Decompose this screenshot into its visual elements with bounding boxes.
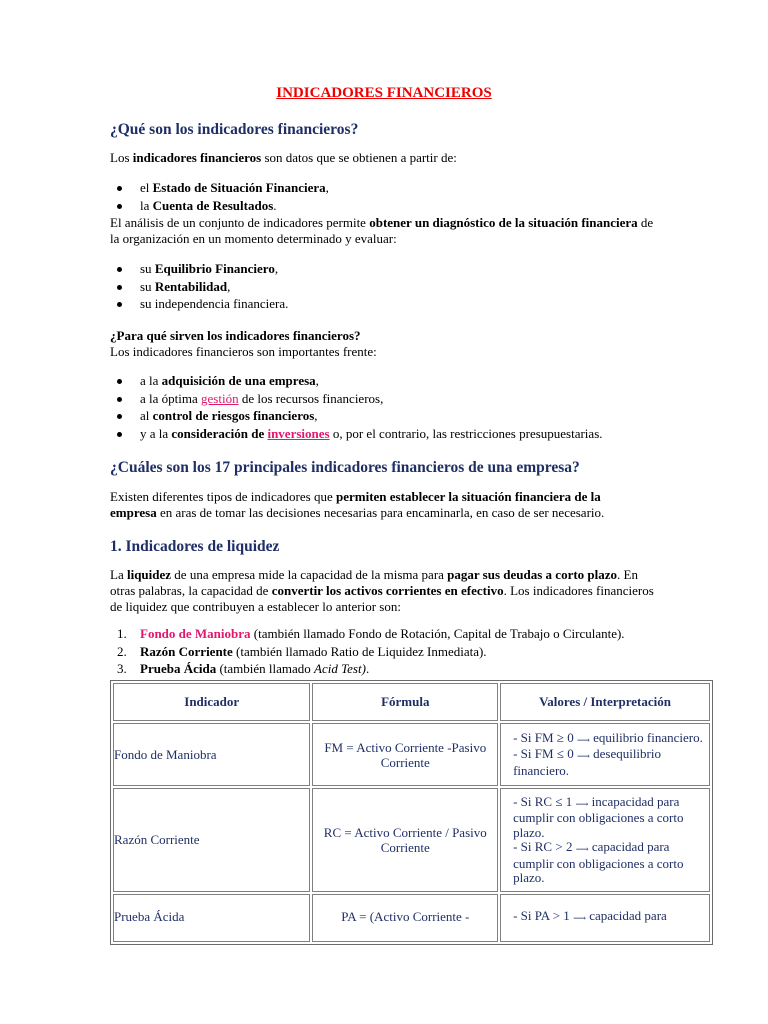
table-row [113,894,710,942]
heading-cuales-son: ¿Cuáles son los 17 principales indicadores financieros de una empresa? [110,459,580,476]
intro-paragraph [110,150,655,166]
cell-indicador: Razón Corriente [113,788,310,892]
text: Los [110,150,133,165]
cell-formula: PA = (Activo Corriente - [312,894,498,942]
sources-list [110,179,329,214]
cell-valores: - Si FM ≥ 0 ⟶ equilibrio financiero. - Si FM ≤ 0 ⟶ desequilibrio financiero. [500,723,710,786]
header-valores: Valores / Interpretación [500,683,710,721]
list-item: la Cuenta de Resultados. [110,197,329,215]
table-row [113,723,710,786]
subheading-para-que: ¿Para qué sirven los indicadores financieros? [110,328,361,343]
link-inversiones[interactable]: inversiones [267,425,330,441]
cell-indicador: Prueba Ácida [113,894,310,942]
importance-list [110,372,603,442]
document-title: INDICADORES FINANCIEROS [276,85,492,101]
list-item: el Estado de Situación Financiera, [110,179,329,197]
bold-text: indicadores financieros [132,150,262,165]
cell-valores: - Si RC ≤ 1 ⟶ incapacidad para cumplir con obligaciones a corto plazo. - Si RC > 2 ⟶ capacidad para cumplir con obligaciones a corto plazo. [500,788,710,892]
list-item: su independencia financiera. [110,295,288,313]
list-item: 3. Prueba Ácida (también llamado Acid Test). [117,661,370,676]
tipos-paragraph: Existen diferentes tipos de indicadores que permiten establecer la situación financiera de la empresa en aras de tomar las decisiones necesarias para encaminarla, en caso de ser necesario. [110,489,605,520]
arrow-icon: ⟶ [575,844,589,854]
arrow-icon: ⟶ [576,734,590,745]
cell-formula: FM = Activo Corriente -Pasivo Corriente [312,723,498,786]
liquidez-table [110,680,713,945]
arrow-icon: ⟶ [575,798,589,809]
header-indicador: Indicador [113,683,310,721]
header-formula: Fórmula [312,683,498,721]
list-item: 2. Razón Corriente (también llamado Ratio de Liquidez Inmediata). [117,643,487,659]
table-header-row [113,683,710,721]
cell-formula: RC = Activo Corriente / Pasivo Corriente [312,788,498,892]
heading-liquidez: 1. Indicadores de liquidez [110,538,280,555]
list-item: 1. Fondo de Maniobra (también llamado Fondo de Rotación, Capital de Trabajo o Circulante). [117,626,625,641]
para-que-sirven: ¿Para qué sirven los indicadores financieros? Los indicadores financieros son importantes frente: [110,328,377,359]
list-item: y a la consideración de inversiones o, por el contrario, las restricciones presupuestarias. [110,425,603,443]
liquidez-paragraph: La liquidez de una empresa mide la capacidad de la misma para pagar sus deudas a corto plazo. En otras palabras, la capacidad de convertir los activos corrientes en efectivo. Los indicadores financieros de liquidez que contribuyen a establecer lo anterior son: [110,567,654,614]
table-row [113,788,710,892]
analysis-paragraph: El análisis de un conjunto de indicadores permite obtener un diagnóstico de la situación financiera de la organización en un momento determinado y evaluar: [110,215,654,246]
arrow-icon: ⟶ [576,751,590,762]
evaluate-list [110,260,288,313]
heading-que-son: ¿Qué son los indicadores financieros? [110,121,359,138]
list-item: a la óptima gestión de los recursos financieros, [110,390,603,408]
list-item: su Equilibrio Financiero, [110,260,288,278]
link-gestion[interactable]: gestión [201,390,239,406]
list-item: su Rentabilidad, [110,278,288,296]
arrow-icon: ⟶ [573,913,586,923]
cell-valores: - Si PA > 1 ⟶ capacidad para [500,894,710,942]
list-item: al control de riesgos financieros, [110,407,603,425]
list-item: a la adquisición de una empresa, [110,372,603,390]
liquidez-list [110,625,625,678]
cell-indicador: Fondo de Maniobra [113,723,310,786]
text: son datos que se obtienen a partir de: [261,150,457,165]
